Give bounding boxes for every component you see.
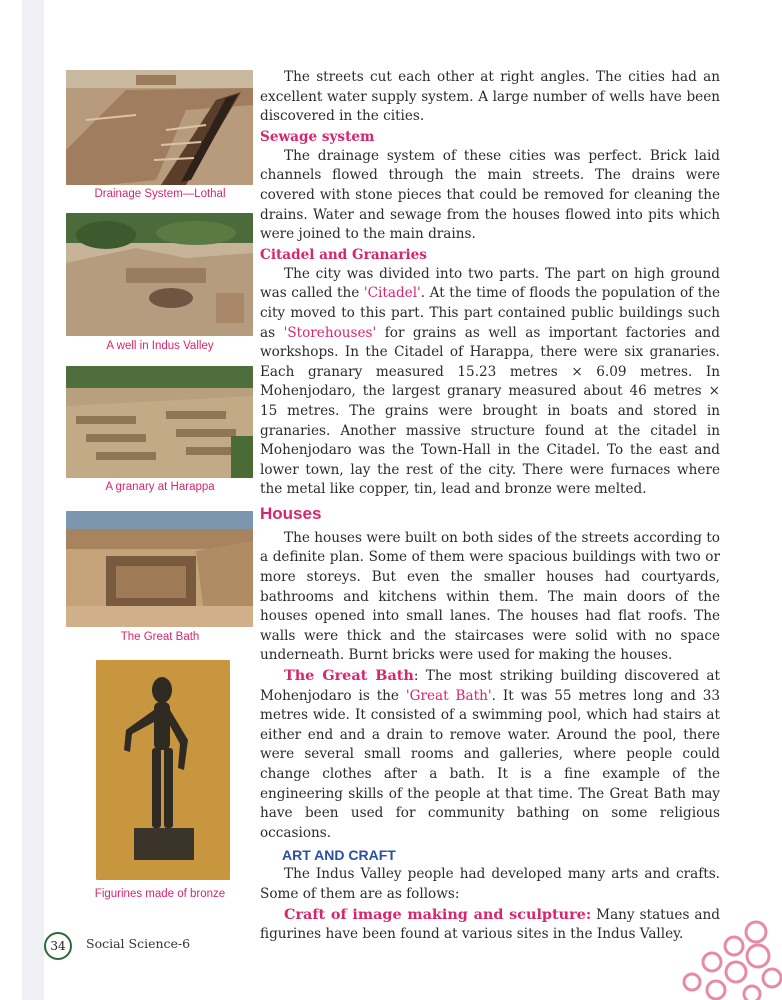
paragraph-streets: The streets cut each other at right angles. The cities had an excellent water supply system. A large number of wells have been discovered in the cities. [260, 69, 720, 125]
granary-photo [66, 366, 253, 478]
paragraph-houses: The houses were built on both sides of the streets according to a definite plan. Some of them were spacious buildings with two or more storeys. But even the smaller houses had courtyards, bathrooms and kitchens within them. The main doors of the houses opened into small lanes. The houses had flat roofs. The walls were thick and the staircases were solid with no space underneath. Burnt bricks were used for making the houses. [260, 529, 720, 664]
bronze-figurine-photo [96, 660, 230, 880]
paragraph-citadel [260, 265, 720, 500]
page-margin-band [22, 0, 44, 1000]
citadel-text-1: The city was divided into two parts. The part on high ground was called the [260, 265, 720, 302]
great-bath-photo [66, 511, 253, 627]
great-bath-text-1: : The most striking building discovered at Mohenjodaro is the [260, 668, 720, 704]
paragraph-sculpture [260, 905, 720, 945]
paragraph-drainage: The drainage system of these cities was perfect. Brick laid channels flowed through the main streets. The drains were covered with stone pieces that could be removed for cleaning the drains. Water and sewage from the houses flowed into pits which were joined to the main drains. [260, 147, 720, 243]
paragraph-great-bath [260, 666, 720, 843]
page-number-badge: 34 [44, 932, 72, 960]
paragraph-arts-crafts: The Indus Valley people had developed many arts and crafts. Some of them are as follows: [260, 866, 720, 902]
heading-citadel-granaries: Citadel and Granaries [260, 246, 427, 263]
citadel-text-2: . At the time of floods the population of the city moved to this part. This part contained public buildings such as [260, 285, 720, 341]
heading-art-and-craft: ART AND CRAFT [282, 847, 396, 864]
sculpture-lead: Craft of image making and sculpture: [284, 905, 592, 923]
sculpture-text: Many statues and figurines have been found at various sites in the Indus Valley. [260, 906, 720, 943]
drainage-caption: Drainage System—Lothal [94, 188, 226, 200]
term-citadel: 'Citadel' [363, 285, 421, 302]
main-text-column [260, 68, 720, 945]
great-bath-caption: The Great Bath [120, 631, 200, 643]
drainage-photo [66, 70, 253, 185]
term-storehouses: 'Storehouses' [283, 324, 377, 341]
granary-caption: A granary at Harappa [105, 481, 215, 493]
heading-sewage-system: Sewage system [260, 128, 375, 145]
great-bath-text-2: . It was 55 metres long and 33 metres wide. It consisted of a swimming pool, which had stairs at either end and a drain to remove water. Around the pool, there were several small rooms and galleries, where people could change clothes after a bath. It is a fine example of the engineering skills of the people at that time. The Great Bath may have been used for community bathing on some religious occasions. [260, 687, 720, 841]
book-title: Social Science-6 [86, 936, 191, 951]
well-caption: A well in Indus Valley [106, 340, 214, 352]
citadel-text-3: for grains as well as important factories and workshops. In the Citadel of Harappa, there were six granaries. Each granary measured 15.23 metres × 6.09 metres. In Mohenjodaro, the largest granary measured about 46 metres × 15 metres. The grains were brought in boats and stored in granaries. Another massive structure found at the citadel in Mohenjodaro was the Town-Hall in the Citadel. To the east and lower town, lay the rest of the city. There were furnaces where the metal like copper, tin, lead and bronze were melted. [260, 324, 721, 498]
heading-houses: Houses [260, 503, 322, 523]
figurine-caption: Figurines made of bronze [94, 888, 226, 900]
term-great-bath: 'Great Bath' [405, 687, 492, 704]
great-bath-lead: The Great Bath [284, 667, 414, 685]
well-photo [66, 213, 253, 336]
decorative-circles-icon [676, 918, 782, 1000]
